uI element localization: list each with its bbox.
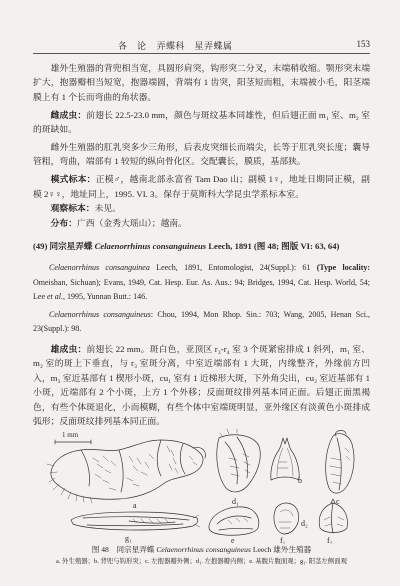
synonym-name: Celaenorrhinus consanguinea — [49, 262, 150, 272]
page-number: 153 — [356, 39, 370, 49]
figure-label-f1: f₁ — [280, 536, 286, 544]
synonym-citation: Leech, 1891, Entomologist, 24(Suppl.): 61 — [149, 262, 317, 272]
type-material-text: 正模♂，越南北部永富省 Tam Dao 山；副模 1♀，地址日期同正模，副模 2♀♀，地址同上，1995. VI. 3。保存于莫斯科大学昆虫学系标本室。 — [33, 174, 370, 199]
figure-label-e: e — [231, 536, 235, 544]
synonym-citation-end: , 1995, Yunnan Butt.: 146. — [63, 292, 148, 302]
male-genitalia-paragraph: 雄外生殖器的背兜相当宽，具圆形肩突，钩形突二分叉，末端稍收缩。颚形突末端扩大，抱器瓣相当短宽，抱器端圆，背端有 1 齿突，阳茎短而粗，末端被小毛，阳茎端膜上有 1 个长而弯曲的角状器。 — [33, 63, 370, 102]
caption-subject: 雄外生殖器 — [273, 545, 312, 554]
male-description-paragraph — [33, 342, 370, 428]
header-rule — [33, 53, 370, 54]
running-header — [118, 39, 233, 52]
drawing-juxta — [319, 499, 347, 544]
male-text: 前翅长 22 mm。斑白色，亚顶区 r₃-r₄ 室 3 个斑紧密排成 1 斜列，m₁ 室、m₂ 室的斑上下垂直，与 r₃ 室斑分离，中室近端部有 1 大斑，内缘整齐，外缘前方凹入，m₃ 室近基部有 1 楔形小斑，cu₁ 室有 1 近梯形大斑，下外角尖出，cu₂ 室近基部有 1 小斑，近端部有 2 个小斑，上方 1 个外移；反面斑纹排列基本同正面。后翅正面黑褐色，有些个体斑退化，小而模糊，有些个体中室端斑明显，亚外缘区有淡黄色小斑排成弧形；反面斑纹排列基本同正面。 — [33, 343, 370, 426]
type-locality-label: (Type locality: — [316, 262, 371, 272]
genitalia-illustration — [33, 428, 370, 544]
species-scientific-name: Celaenorrhinus consanguineus — [94, 240, 207, 251]
drawing-aedeagus-lateral — [71, 512, 200, 543]
figure-legend: a. 外生殖器；b. 背兜与钩形突；c. 左抱器瓣外侧；d₁. 左抱器瓣内侧；e. 基腹片腹面观；g₁. 阳茎左侧面观 — [56, 558, 347, 565]
figure-label-d1: d₁ — [232, 497, 239, 506]
species-number: (49) — [33, 240, 48, 251]
female-text: 前翅长 22.5-23.0 mm，颜色与斑纹基本同雄性，但后翅正面 m₁ 室、m₂ 室的斑缺如。 — [33, 109, 370, 135]
female-genitalia-paragraph: 雌外生殖器的肛乳突多少三角形，后表皮突细长而端尖，长等于肛乳突长度；囊导管粗，弯曲，端部有 1 较短的纵向骨化区。交配囊长，膜质，基部狭。 — [33, 142, 370, 167]
distribution-paragraph — [33, 216, 370, 230]
species-chinese-name: 同宗星弄蝶 — [49, 240, 93, 251]
figure-label-d2: d₂ — [301, 519, 308, 528]
distribution-label: 分布： — [50, 217, 77, 228]
synonym-name: Celaenorrhinus consanguineus — [49, 309, 151, 319]
header-section: 各 论 — [118, 41, 147, 51]
figure-label-a: a — [133, 501, 137, 510]
figure-48 — [33, 428, 370, 544]
drawing-left-valva-outer — [326, 430, 354, 506]
drawing-tegumen-uncus — [271, 438, 302, 485]
species-author: Leech, 1891 — [208, 240, 252, 251]
drawing-left-valva-inner — [217, 429, 260, 506]
female-label: 雌成虫： — [50, 109, 87, 120]
female-paragraph — [33, 108, 370, 137]
drawing-saccus-ventral — [209, 507, 259, 544]
header-running-title: 弄蝶科 星弄蝶属 — [156, 41, 233, 51]
figure-label-b: b — [298, 476, 302, 485]
distribution-text: 广西（金秀大瑶山）；越南。 — [77, 217, 187, 228]
figure-caption — [33, 544, 370, 555]
caption-chinese-name: 同宗星弄蝶 — [116, 545, 155, 554]
species-figure-refs: (图 48; 图版 VI: 63, 64) — [253, 240, 340, 251]
examined-text: 未见。 — [94, 203, 121, 214]
page-body — [33, 61, 370, 428]
caption-number: 图 48 — [91, 545, 109, 554]
caption-scientific-name: Celaenorrhinus consanguineus — [156, 545, 251, 554]
type-material-label: 模式标本： — [50, 174, 96, 185]
caption-author: Leech — [252, 545, 272, 554]
examined-paragraph — [33, 201, 370, 215]
drawing-genitalia-lateral — [47, 440, 205, 510]
synonym-citation: : Chou, 1994, Mon Rhop. Sin.: 703; Wang, 2005, Henan Sci., 23(Suppl.): 98. — [33, 309, 370, 334]
scale-bar — [55, 431, 91, 444]
figure-label-c: c — [336, 497, 340, 506]
synonymy-entry — [33, 308, 370, 337]
synonym-citation-cont: Omeishan, Sichuan); Evans, 1949, Cat. Hesp. Eur. As. Aus.: 94; Bridges, 1994, Cat. Hesp. World, 54; Lee — [33, 277, 370, 302]
species-heading — [33, 238, 370, 254]
drawing-valva-detail — [274, 503, 308, 544]
type-material-paragraph — [33, 172, 370, 201]
male-label: 雄成虫： — [50, 343, 87, 354]
examined-label: 观察标本： — [50, 203, 95, 214]
scale-bar-label: 1 mm — [62, 431, 79, 439]
synonymy-entry — [33, 261, 370, 305]
et-al: et al. — [47, 292, 63, 302]
figure-label-f2: f₂ — [327, 536, 333, 544]
figure-label-g1: g₁ — [125, 534, 132, 543]
